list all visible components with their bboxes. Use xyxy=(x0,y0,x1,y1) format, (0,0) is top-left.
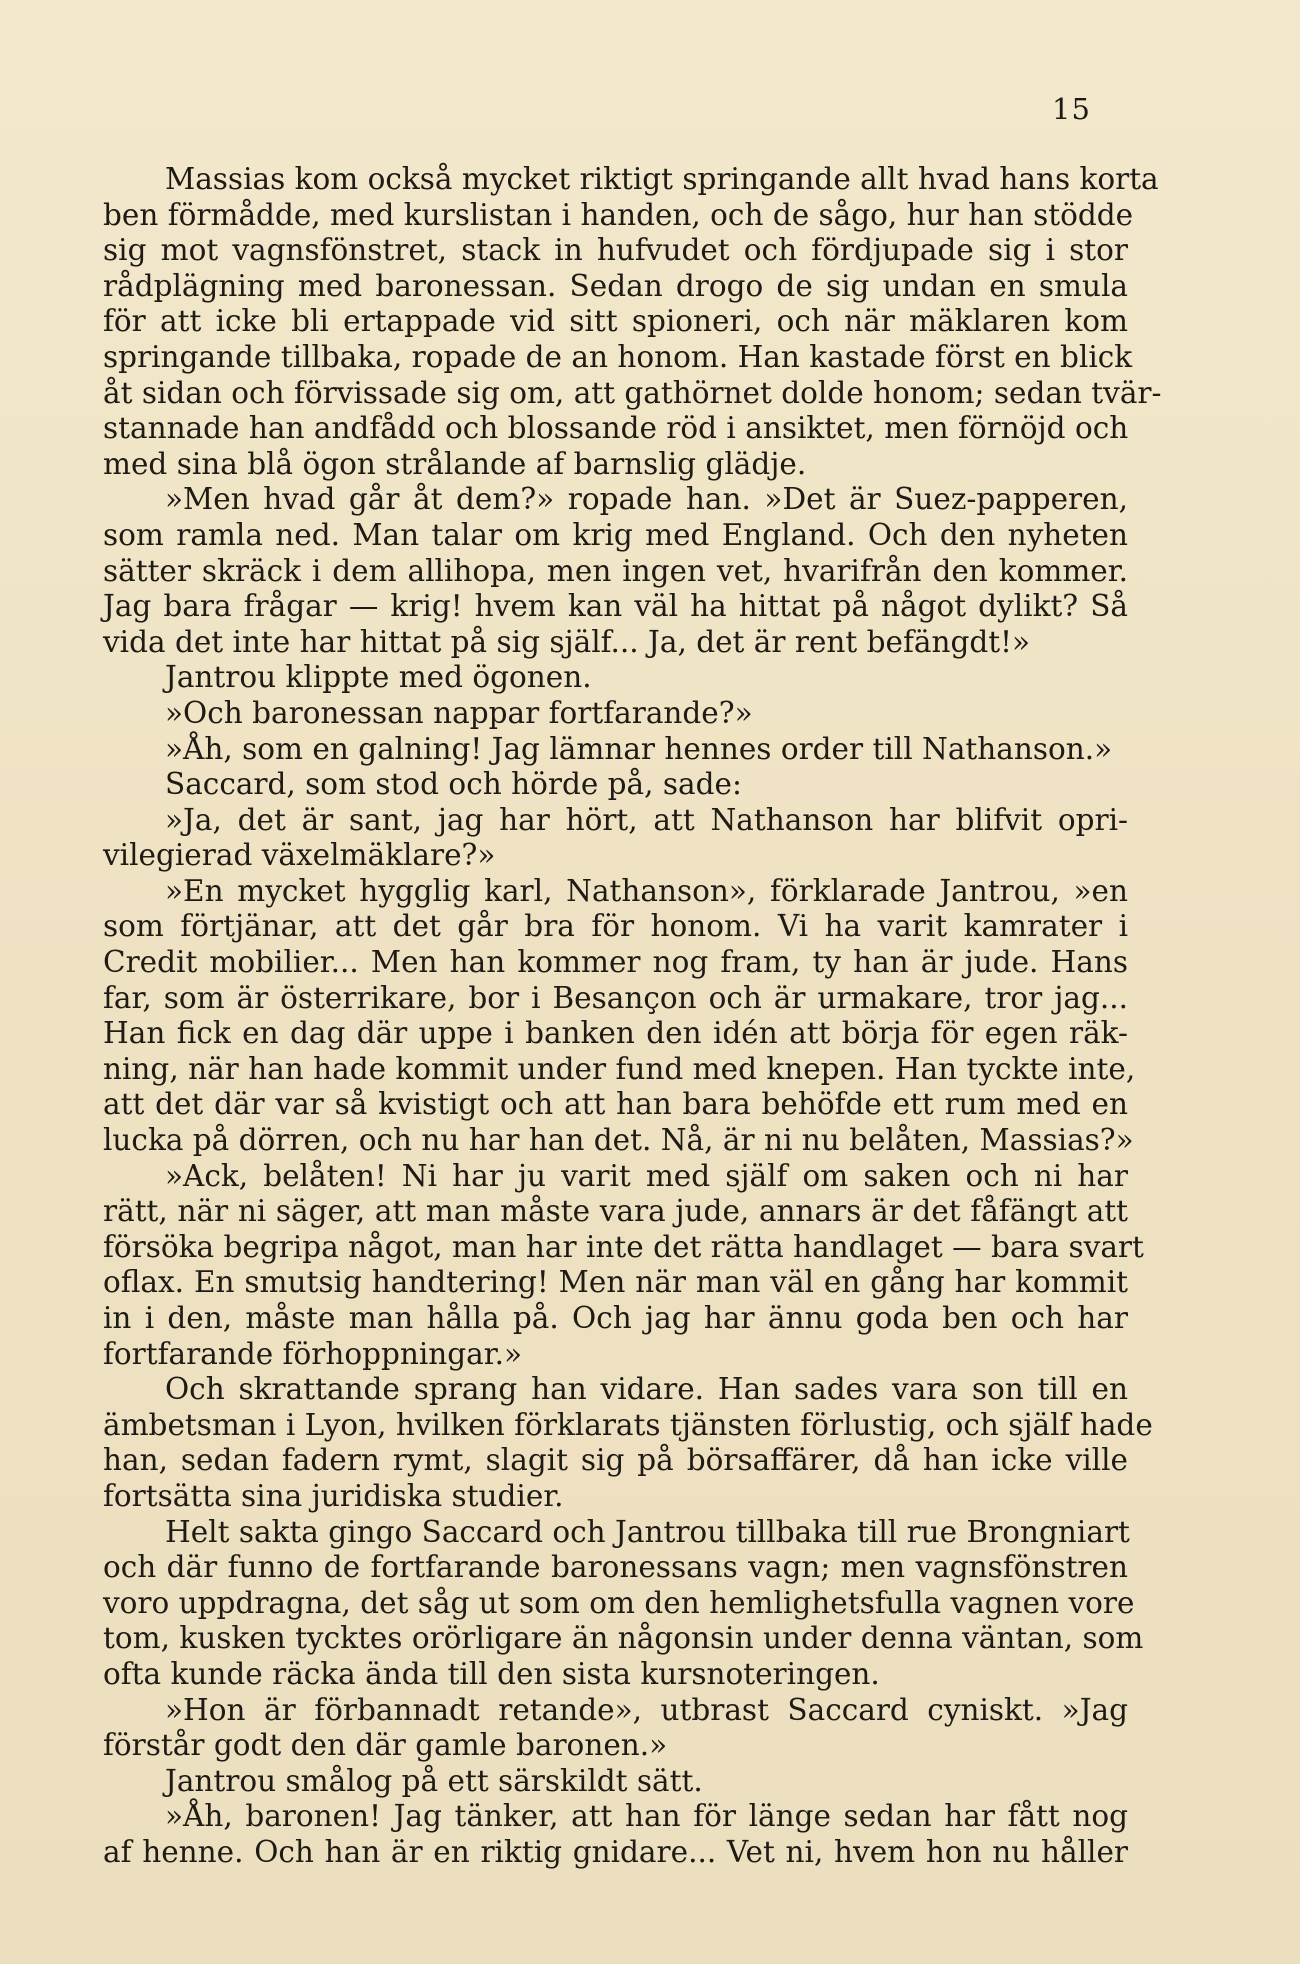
text-line: tom, kusken tycktes orörligare än någonsin under denna väntan, som xyxy=(103,1621,1144,1656)
text-line: far, som är österrikare, bor i Besançon och är urmakare, tror jag... xyxy=(103,980,1128,1015)
text-line: Jag bara frågar — krig! hvem kan väl ha hittat på något dylikt? Så xyxy=(103,589,1128,624)
text-line: som förtjänar, att det går bra för honom. Vi ha varit kamrater i xyxy=(103,909,1128,944)
text-line: vilegierad växelmäklare?» xyxy=(103,838,496,873)
text-line: att det där var så kvistigt och att han bara behöfde ett rum med en xyxy=(103,1087,1128,1122)
text-line: »Hon är förbannadt retande», utbrast Saccard cyniskt. »Jag xyxy=(165,1692,1128,1727)
text-line: sätter skräck i dem allihopa, men ingen vet, hvarifrån den kommer. xyxy=(103,553,1128,588)
page-number: 15 xyxy=(1052,92,1091,126)
text-line: Massias kom också mycket riktigt springande allt hvad hans korta xyxy=(165,162,1159,196)
text-line: Och skrattande sprang han vidare. Han sades vara son till en xyxy=(165,1372,1128,1407)
text-line: »Åh, som en galning! Jag lämnar hennes order till Nathanson.» xyxy=(165,731,1113,766)
text-line: »En mycket hygglig karl, Nathanson», förklarade Jantrou, »en xyxy=(165,873,1128,908)
text-line: in i den, måste man hålla på. Och jag har ännu goda ben och har xyxy=(103,1301,1128,1335)
text-line: »Ack, belåten! Ni har ju varit med själf om saken och ni har xyxy=(165,1158,1128,1193)
text-line: ofta kunde räcka ända till den sista kursnoteringen. xyxy=(103,1656,880,1691)
text-line: oflax. En smutsig handtering! Men när man väl en gång har kommit xyxy=(103,1265,1128,1300)
text-line: »Ja, det är sant, jag har hört, att Nathanson har blifvit opri- xyxy=(165,802,1128,837)
text-line: Saccard, som stod och hörde på, sade: xyxy=(165,767,742,802)
text-line: stannade han andfådd och blossande röd i ansiktet, men förnöjd och xyxy=(103,411,1129,446)
text-line: lucka på dörren, och nu har han det. Nå, är ni nu belåten, Massias?» xyxy=(103,1123,1134,1158)
text-line: och där funno de fortfarande baronessans vagn; men vagnsfönstren xyxy=(103,1550,1128,1585)
text-line: Han fick en dag där uppe i banken den idén att börja för egen räk- xyxy=(103,1016,1128,1051)
text-line: »Men hvad går åt dem?» ropade han. »Det är Suez-papperen, xyxy=(165,482,1128,517)
text-line: Credit mobilier... Men han kommer nog fram, ty han är jude. Hans xyxy=(103,945,1128,980)
text-line: för att icke bli ertappade vid sitt spioneri, och när mäklaren kom xyxy=(103,304,1128,339)
text-line: Jantrou klippte med ögonen. xyxy=(165,660,592,695)
text-line: »Åh, baronen! Jag tänker, att han för länge sedan har fått nog xyxy=(165,1799,1128,1834)
text-line: som ramla ned. Man talar om krig med England. Och den nyheten xyxy=(103,517,1128,552)
text-line: af henne. Och han är en riktig gnidare... Vet ni, hvem hon nu håller xyxy=(103,1834,1128,1869)
body-text xyxy=(103,162,1162,1871)
text-line: fortfarande förhoppningar.» xyxy=(103,1336,523,1371)
text-line: förstår godt den där gamle baronen.» xyxy=(103,1728,668,1763)
text-line: Jantrou smålog på ett särskildt sätt. xyxy=(165,1763,703,1798)
text-line: åt sidan och förvissade sig om, att gathörnet dolde honom; sedan tvär- xyxy=(103,375,1162,410)
text-line: vida det inte har hittat på sig själf... Ja, det är rent befängdt!» xyxy=(103,624,1031,659)
text-line: försöka begripa något, man har inte det rätta handlaget — bara svart xyxy=(103,1229,1144,1264)
text-line: voro uppdragna, det såg ut som om den hemlighetsfulla vagnen vore xyxy=(103,1585,1135,1620)
text-line: ning, när han hade kommit under fund med knepen. Han tyckte inte, xyxy=(103,1051,1136,1086)
text-line: han, sedan fadern rymt, slagit sig på börsaffärer, då han icke ville xyxy=(103,1443,1128,1478)
text-line: sig mot vagnsfönstret, stack in hufvudet och fördjupade sig i stor xyxy=(103,233,1128,268)
text-line: fortsätta sina juridiska studier. xyxy=(103,1478,564,1513)
text-line: rådplägning med baronessan. Sedan drogo de sig undan en smula xyxy=(103,268,1128,303)
text-line: springande tillbaka, ropade de an honom. Han kastade först en blick xyxy=(103,339,1133,374)
text-line: ämbetsman i Lyon, hvilken förklarats tjänsten förlustig, och själf hade xyxy=(103,1407,1153,1442)
text-line: Helt sakta gingo Saccard och Jantrou tillbaka till rue Brongniart xyxy=(165,1514,1130,1549)
text-line: ben förmådde, med kurslistan i handen, och de sågo, hur han stödde xyxy=(103,197,1134,232)
text-line: med sina blå ögon strålande af barnslig glädje. xyxy=(103,446,807,481)
text-line: rätt, när ni säger, att man måste vara jude, annars är det fåfängt att xyxy=(103,1194,1128,1229)
text-line: »Och baronessan nappar fortfarande?» xyxy=(165,695,753,730)
